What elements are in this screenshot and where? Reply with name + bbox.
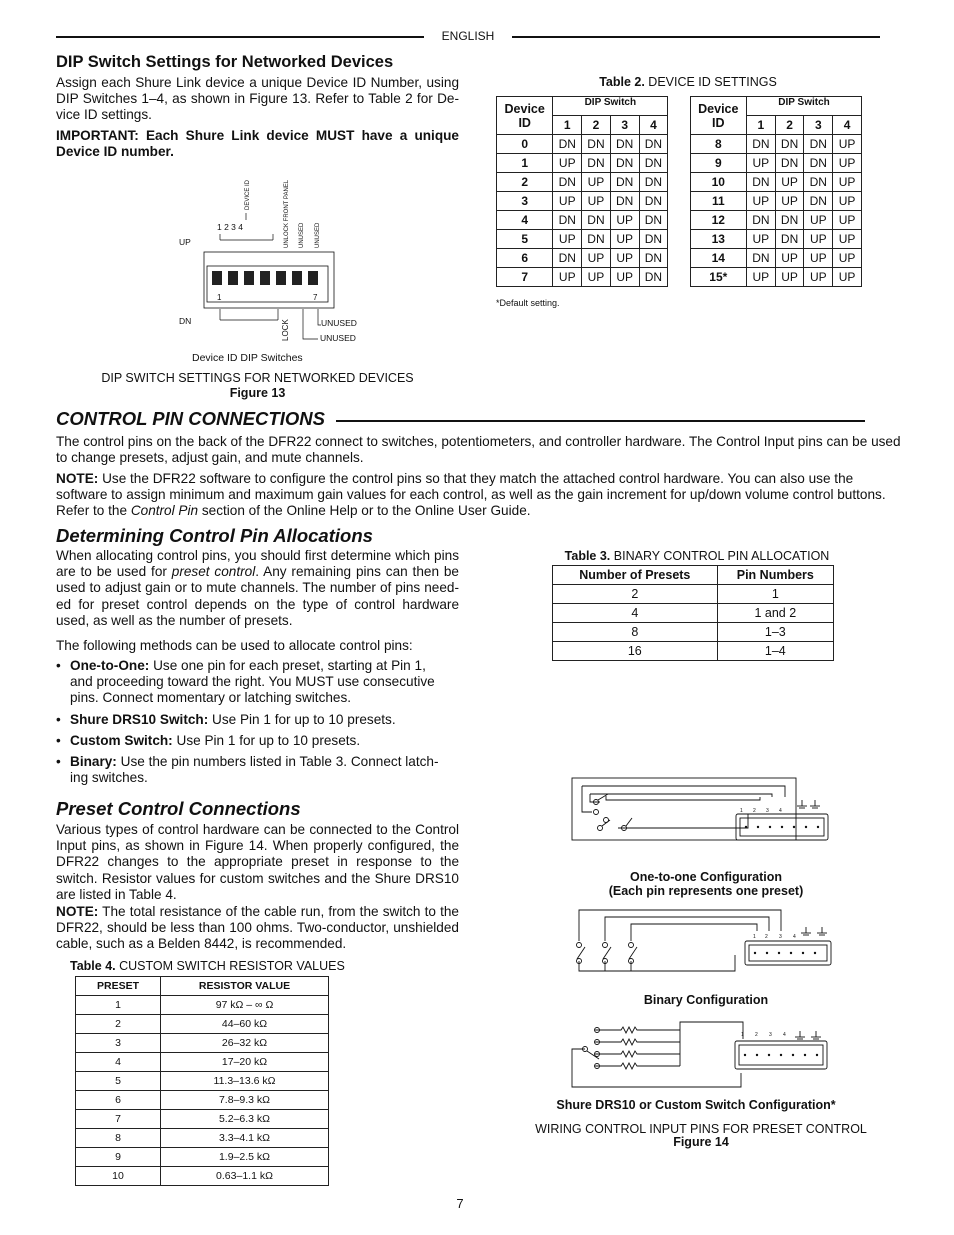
device-id-table [496, 96, 862, 287]
table-cell: 8 [553, 623, 718, 642]
control-pin-title: CONTROL PIN CONNECTIONS [56, 408, 325, 429]
table-row [76, 1053, 329, 1072]
bin-pin-1: 1 [753, 934, 756, 940]
table2-caption-text: DEVICE ID SETTINGS [648, 75, 777, 89]
device-id-cell: 11 [690, 192, 746, 211]
o2o-pin-1: 1 [740, 808, 743, 814]
switch-number: 4 [833, 116, 862, 135]
table-cell: 1–4 [717, 642, 833, 661]
table-row [553, 585, 834, 604]
control-pin-paragraph: The control pins on the back of the DFR22 connect to switches, potentiometers, and controller hardware. The Control Input pins can be used to change presets, adjust gain, and mute channels. [56, 434, 901, 466]
switch-setting: DN [610, 135, 639, 154]
table-header-row [76, 977, 329, 996]
switch-setting: UP [610, 230, 639, 249]
table-row [76, 996, 329, 1015]
list-item [56, 658, 451, 707]
switch-setting: UP [833, 154, 862, 173]
preset-title: Preset Control Connections [56, 798, 301, 819]
switch-setting: UP [775, 268, 804, 287]
allocation-methods-list [56, 658, 451, 791]
page-number: 7 [456, 1196, 464, 1211]
device-id-cell: 6 [497, 249, 553, 268]
table-cell: 10 [76, 1167, 161, 1186]
bin-pin-3: 3 [779, 934, 782, 940]
switch-setting: UP [804, 230, 833, 249]
switch-setting: DN [639, 192, 668, 211]
dip-num-7: 7 [313, 293, 318, 302]
switch-setting: UP [747, 268, 776, 287]
switch-setting: UP [747, 154, 776, 173]
drs-pin-2: 2 [755, 1032, 758, 1038]
table-cell: 1 [76, 996, 161, 1015]
table-cell: 1.9–2.5 kΩ [161, 1148, 329, 1167]
table4-caption [70, 959, 345, 973]
header-rule-right [512, 36, 880, 38]
switch-setting: UP [610, 249, 639, 268]
switch-setting: UP [747, 230, 776, 249]
switch-setting: UP [582, 249, 611, 268]
switch-setting: UP [775, 249, 804, 268]
switch-number: 3 [804, 116, 833, 135]
table-row [76, 1129, 329, 1148]
switch-setting: DN [804, 192, 833, 211]
label-unused-1: UNUSED [299, 222, 305, 248]
allocations-paragraph [56, 548, 459, 629]
switch-setting: UP [582, 268, 611, 287]
allocations-title: Determining Control Pin Allocations [56, 525, 373, 546]
switch-setting: UP [833, 211, 862, 230]
figure13-label: Figure 13 [229, 386, 286, 400]
switch-setting: DN [775, 211, 804, 230]
switch-setting: DN [639, 230, 668, 249]
bullet-text: Use Pin 1 for up to 10 presets. [172, 732, 361, 748]
switch-setting: UP [610, 268, 639, 287]
table-row [553, 604, 834, 623]
binary-caption: Binary Configuration [643, 993, 769, 1007]
bullet-label: Custom Switch: [70, 732, 173, 748]
table-header-row [553, 566, 834, 585]
switch-setting: UP [833, 192, 862, 211]
device-id-cell: 1 [497, 154, 553, 173]
switch-setting: DN [610, 192, 639, 211]
alloc-p1-italic: preset control [171, 564, 256, 580]
switch-setting: DN [582, 230, 611, 249]
dip-paragraph: Assign each Shure Link device a unique Device ID Number, using DIP Switches 1–4, as shown in Figure 13. Refer to Table 2 for De-vice ID settings. [56, 75, 459, 123]
switch-setting: DN [747, 249, 776, 268]
switch-setting: UP [804, 249, 833, 268]
table-cell: 26–32 kΩ [161, 1034, 329, 1053]
note-italic: Control Pin [130, 503, 199, 519]
callout-unused-1: UNUSED [321, 318, 357, 328]
table-cell: 3 [76, 1034, 161, 1053]
device-id-cell: 2 [497, 173, 553, 192]
switch-setting: UP [833, 230, 862, 249]
table3-caption-text: BINARY CONTROL PIN ALLOCATION [613, 549, 830, 563]
switch-setting: DN [804, 154, 833, 173]
switch-setting: DN [582, 211, 611, 230]
table-gap [668, 97, 690, 287]
table-cell: 11.3–13.6 kΩ [161, 1072, 329, 1091]
table-cell: 5.2–6.3 kΩ [161, 1110, 329, 1129]
column-header: PRESET [76, 977, 161, 996]
device-id-cell: 12 [690, 211, 746, 230]
device-id-cell: 5 [497, 230, 553, 249]
table-row [76, 1034, 329, 1053]
one-to-one-diagram [560, 772, 860, 844]
table-cell: 5 [76, 1072, 161, 1091]
device-id-cell: 14 [690, 249, 746, 268]
switch-setting: UP [553, 154, 582, 173]
table-cell: 2 [76, 1015, 161, 1034]
dip-switch-header: DIP Switch [747, 97, 862, 116]
dip-important: IMPORTANT: Each Shure Link device MUST have a unique Device ID number. [56, 128, 459, 160]
table-cell: 1 and 2 [717, 604, 833, 623]
switch-setting: DN [553, 211, 582, 230]
preset-note [56, 904, 459, 953]
device-id-cell: 0 [497, 135, 553, 154]
preset-paragraph: Various types of control hardware can be connected to the Control Input pins, as shown in Figure 14. When properly configured, the DFR22 changes to the appropriate preset in response to the switch. Resistor values for custom switches and the Shure DRS10 are listed in Table 4. [56, 822, 459, 902]
table-cell: 2 [553, 585, 718, 604]
switch-number: 4 [639, 116, 668, 135]
switch-setting: DN [775, 230, 804, 249]
device-id-cell: 3 [497, 192, 553, 211]
column-header: Pin Numbers [717, 566, 833, 585]
switch-setting: UP [833, 173, 862, 192]
table2-caption-bold: Table 2. [599, 75, 645, 89]
switch-number: 1 [553, 116, 582, 135]
table2-caption [496, 75, 880, 89]
one-to-one-line2: (Each pin represents one preset) [608, 884, 804, 898]
list-item [56, 712, 451, 728]
label-unused-2: UNUSED [315, 222, 321, 248]
figure14-label: Figure 14 [673, 1135, 729, 1149]
table-cell: 4 [553, 604, 718, 623]
switch-setting: UP [775, 173, 804, 192]
drs-pin-4: 4 [783, 1032, 786, 1038]
drs10-diagram [565, 1015, 845, 1095]
table-cell: 4 [76, 1053, 161, 1072]
dip-switch-header: DIP Switch [553, 97, 668, 116]
table-row [553, 642, 834, 661]
device-id-cell: 9 [690, 154, 746, 173]
table-cell: 97 kΩ – ∞ Ω [161, 996, 329, 1015]
o2o-pin-2: 2 [753, 808, 756, 814]
switch-setting: DN [553, 173, 582, 192]
device-id-cell: 4 [497, 211, 553, 230]
switch-setting: DN [553, 135, 582, 154]
table3-caption [552, 549, 842, 563]
note-label: NOTE: [56, 471, 99, 486]
switch-setting: UP [582, 173, 611, 192]
switch-setting: UP [833, 135, 862, 154]
list-item [56, 733, 451, 749]
figure14-caption: WIRING CONTROL INPUT PINS FOR PRESET CONTROL [535, 1122, 867, 1136]
table-row [553, 623, 834, 642]
switch-setting: UP [804, 211, 833, 230]
switch-setting: DN [610, 173, 639, 192]
resistor-values-table [75, 976, 329, 1186]
table-row [76, 1072, 329, 1091]
header-rule-left [56, 36, 424, 38]
table-cell: 17–20 kΩ [161, 1053, 329, 1072]
label-lock: LOCK [281, 319, 290, 341]
language-label: ENGLISH [441, 29, 495, 43]
switch-number: 2 [582, 116, 611, 135]
label-dn: DN [179, 316, 192, 326]
switch-setting: DN [639, 268, 668, 287]
figure13-caption: DIP SWITCH SETTINGS FOR NETWORKED DEVICES [101, 371, 414, 385]
switch-number: 2 [775, 116, 804, 135]
table-cell: 1–3 [717, 623, 833, 642]
table2-footnote: *Default setting. [496, 298, 560, 308]
switch-setting: DN [582, 154, 611, 173]
dip-num-1: 1 [217, 293, 222, 302]
switch-number: 1 [747, 116, 776, 135]
drs-pin-3: 3 [769, 1032, 772, 1038]
table-row [76, 1110, 329, 1129]
preset-note-label: NOTE: [56, 904, 99, 919]
switch-setting: UP [582, 192, 611, 211]
o2o-pin-3: 3 [766, 808, 769, 814]
device-id-header: Device ID [497, 97, 553, 135]
alloc-p1-b: . Any remaining pins can then be used to adjust gain or to mute channels. The number of pins need-ed for preset control depends on the type of control hardware used, as well as the number of presets. [56, 564, 459, 628]
table-cell: 0.63–1.1 kΩ [161, 1167, 329, 1186]
note-text-a: Use the DFR22 software to configure the control pins so that they match the attached control hardware. You can also use the software to assign minimum and maximum gain values for each control, as well as the gain increment for up/down volume control buttons. Refer to the [56, 471, 886, 519]
preset-note-text: The total resistance of the cable run, from the switch to the DFR22, should be less than 100 ohms. Two-conductor, unshielded cable, such as a Belden 8442, is recommended. [56, 904, 459, 952]
table4-caption-bold: Table 4. [70, 959, 116, 973]
label-unlock-front-panel: UNLOCK FRONT PANEL [284, 179, 290, 248]
device-id-cell: 8 [690, 135, 746, 154]
switch-setting: UP [553, 192, 582, 211]
dip-switch-numbers: 1 2 3 4 [217, 222, 243, 232]
table-cell: 8 [76, 1129, 161, 1148]
label-up: UP [179, 237, 191, 247]
bullet-text: Use the pin numbers listed in Table 3. Connect latch-ing switches. [70, 754, 439, 786]
switch-setting: DN [553, 249, 582, 268]
switch-setting: UP [833, 249, 862, 268]
drs-pin-1: 1 [741, 1032, 744, 1038]
table-cell: 9 [76, 1148, 161, 1167]
column-header: RESISTOR VALUE [161, 977, 329, 996]
control-pin-note [56, 471, 902, 520]
table-cell: 1 [717, 585, 833, 604]
table-cell: 44–60 kΩ [161, 1015, 329, 1034]
bin-pin-2: 2 [765, 934, 768, 940]
switch-setting: UP [833, 268, 862, 287]
switch-setting: DN [775, 154, 804, 173]
switch-setting: UP [553, 230, 582, 249]
switch-setting: UP [747, 192, 776, 211]
switch-setting: UP [610, 211, 639, 230]
switch-setting: DN [747, 211, 776, 230]
label-device-id: DEVICE ID [245, 179, 251, 210]
switch-setting: DN [639, 173, 668, 192]
table-row [76, 1015, 329, 1034]
switch-setting: DN [639, 154, 668, 173]
switch-setting: DN [804, 173, 833, 192]
device-id-header: Device ID [690, 97, 746, 135]
switch-setting: DN [804, 135, 833, 154]
device-id-cell: 13 [690, 230, 746, 249]
column-header: Number of Presets [553, 566, 718, 585]
callout-unused-2: UNUSED [320, 333, 356, 343]
switch-setting: DN [639, 249, 668, 268]
switch-setting: DN [747, 173, 776, 192]
switch-setting: UP [553, 268, 582, 287]
switch-setting: DN [582, 135, 611, 154]
bullet-text: Use one pin for each preset, starting at Pin 1, and proceeding toward the right. You MUST use consecutive pins. Connect momentary or latching switches. [70, 658, 435, 706]
table-cell: 6 [76, 1091, 161, 1110]
note-text-b: section of the Online Help or to the Online User Guide. [198, 503, 531, 519]
list-item [56, 754, 451, 786]
table-row [76, 1091, 329, 1110]
alloc-p1-a: When allocating control pins, you should first determine which pins are to be used for [56, 548, 459, 580]
bullet-label: Binary: [70, 754, 117, 770]
drs10-caption: Shure DRS10 or Custom Switch Configuration* [556, 1098, 836, 1112]
switch-setting: DN [639, 211, 668, 230]
dip-section-title: DIP Switch Settings for Networked Devices [56, 53, 394, 71]
bullet-label: Shure DRS10 Switch: [70, 711, 209, 727]
switch-setting: DN [747, 135, 776, 154]
switch-number: 3 [610, 116, 639, 135]
switch-setting: DN [639, 135, 668, 154]
one-to-one-caption [556, 870, 856, 898]
switch-setting: UP [804, 268, 833, 287]
bullet-label: One-to-One: [70, 658, 150, 673]
device-id-cell: 15* [690, 268, 746, 287]
table-cell: 7 [76, 1110, 161, 1129]
table-row [76, 1148, 329, 1167]
switch-setting: DN [610, 154, 639, 173]
binary-allocation-table [552, 565, 834, 661]
switch-setting: UP [775, 192, 804, 211]
o2o-pin-4: 4 [779, 808, 782, 814]
table-cell: 7.8–9.3 kΩ [161, 1091, 329, 1110]
dip-switch-levers [212, 271, 318, 285]
device-id-cell: 7 [497, 268, 553, 287]
bin-pin-4: 4 [793, 934, 796, 940]
table-cell: 16 [553, 642, 718, 661]
allocations-methods-intro: The following methods can be used to allocate control pins: [56, 638, 413, 653]
binary-diagram [565, 905, 845, 975]
table-cell: 3.3–4.1 kΩ [161, 1129, 329, 1148]
bullet-text: Use Pin 1 for up to 10 presets. [208, 711, 396, 727]
switch-setting: DN [775, 135, 804, 154]
device-id-dip-caption: Device ID DIP Switches [192, 352, 303, 364]
section-rule [336, 420, 865, 422]
one-to-one-line1: One-to-one Configuration [629, 870, 783, 884]
dip-switch-diagram [170, 168, 370, 368]
device-id-cell: 10 [690, 173, 746, 192]
table3-caption-bold: Table 3. [564, 549, 611, 563]
table4-caption-text: CUSTOM SWITCH RESISTOR VALUES [119, 959, 345, 973]
table-row [76, 1167, 329, 1186]
